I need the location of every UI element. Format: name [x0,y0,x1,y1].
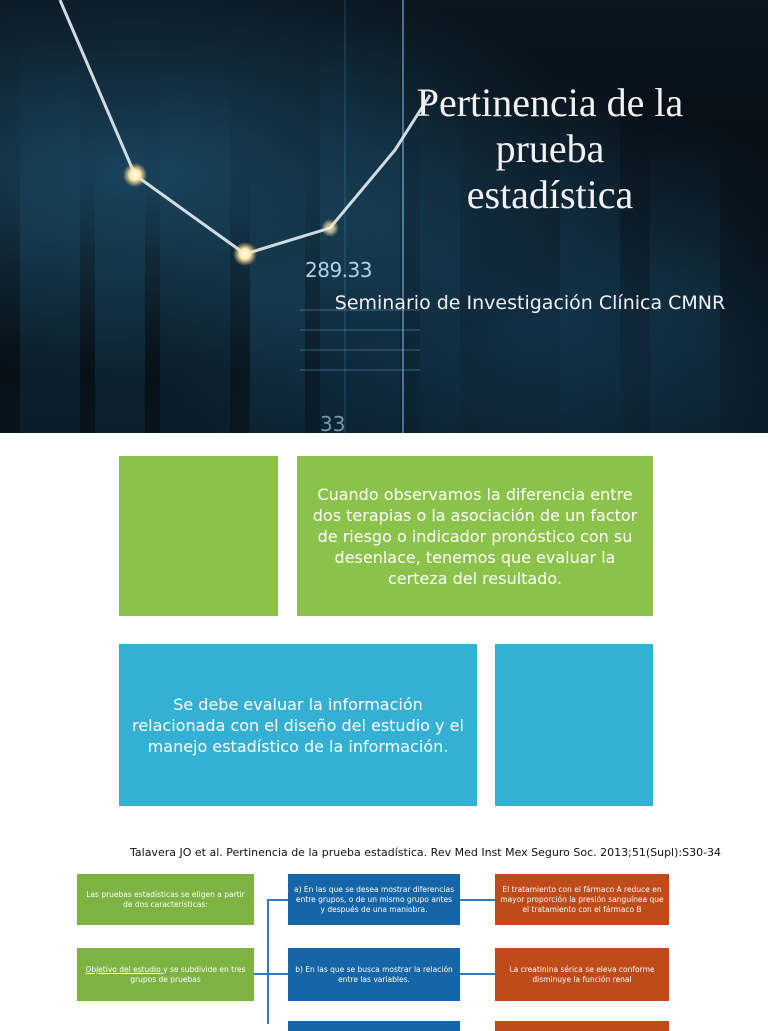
hero-ticker-value-2: 33 [320,412,346,433]
connector-line [460,899,495,901]
blue-square-right [495,644,653,806]
connector-line-vertical [267,899,269,1024]
hero-banner [0,0,768,433]
diagram-box-grupo-a: a) En las que se desea mostrar diferencias entre grupos, o de un mismo grupo antes y después de una maniobra. [288,874,460,925]
blue-box-text: Se debe evaluar la información relacionada con el diseño del estudio y el manejo estadístico de la información. [132,694,464,756]
diagram-example-b: La creatinina sérica se eleva conforme disminuye la función renal [495,948,669,1001]
green-text-box [297,456,653,616]
diagram-box-objetivo [77,948,254,1001]
connector-line [267,899,288,901]
title-line-1: Pertinencia de la [416,80,684,125]
green-square-left [119,456,278,616]
objetivo-rest-text: y se subdivide en tres grupos de pruebas [130,964,246,984]
diagram-box-pruebas: Las pruebas estadísticas se eligen a partir de dos características: [77,874,254,925]
objetivo-underlined-text: Objetivo del estudio [85,964,164,974]
connector-line [460,973,495,975]
blue-text-box [119,644,477,806]
connector-line [267,973,288,975]
diagram-box-grupo-c [288,1021,460,1031]
title-line-2: prueba [495,126,605,171]
presentation-title [360,80,740,218]
presentation-subtitle: Seminario de Investigación Clínica CMNR [334,292,726,314]
citation-text: Talavera JO et al. Pertinencia de la prueba estadística. Rev Med Inst Mex Seguro Soc. 2013;51(Supl):S30-34 [130,846,722,859]
green-box-text: Cuando observamos la diferencia entre dos terapias o la asociación de un factor de riesgo o indicador pronóstico con su desenlace, tenemos que evaluar la certeza del resultado. [312,484,638,588]
title-line-3: estadística [466,172,634,217]
connector-line [254,973,268,975]
diagram-example-c [495,1021,669,1031]
hero-ticker-value: 289.33 [305,258,372,282]
diagram-box-grupo-b: b) En las que se busca mostrar la relación entre las variables. [288,948,460,1001]
diagram-example-a: El tratamiento con el fármaco A reduce en mayor proporción la presión sanguínea que el tratamiento con el fármaco B [495,874,669,925]
